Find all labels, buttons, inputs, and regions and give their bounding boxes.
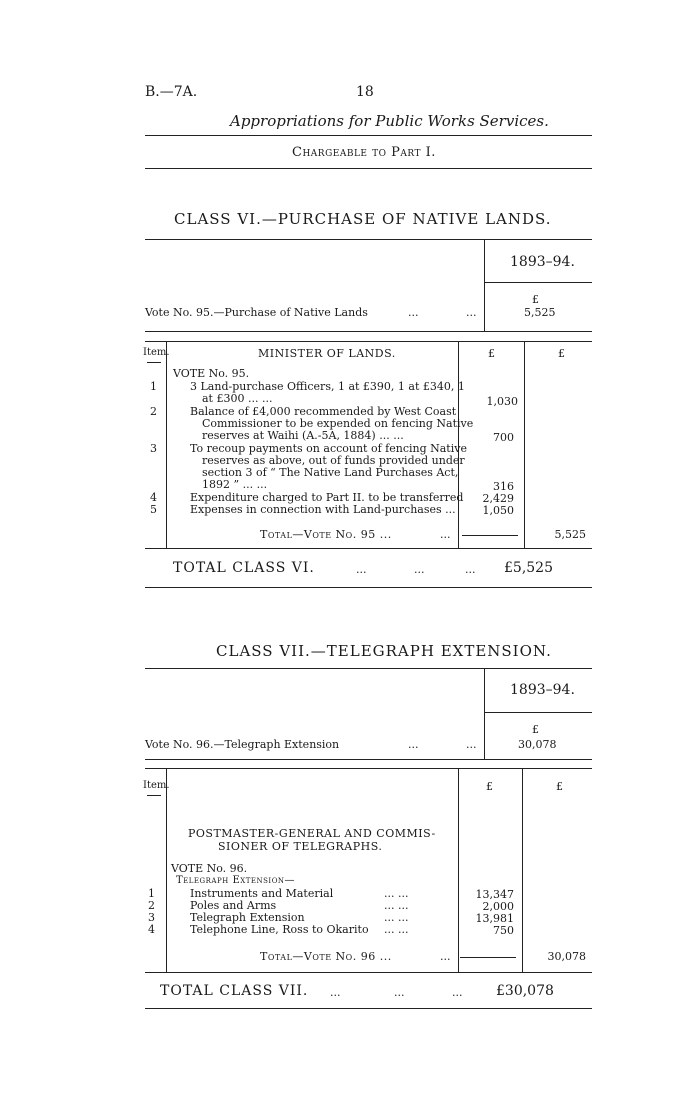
divider [147, 362, 161, 363]
document-reference: B.—7A. [145, 84, 198, 100]
item-number: 2 [150, 405, 157, 418]
vote-number: VOTE No. 96. [171, 862, 248, 875]
subhead: Telegraph Extension— [176, 875, 296, 886]
item-description: Expenditure charged to Part II. to be transferred [190, 491, 464, 504]
item-number: 3 [148, 911, 155, 924]
leader-dots: ... [408, 738, 419, 751]
item-amount: 700 [493, 431, 514, 444]
leader-dots: ... [414, 563, 425, 576]
divider [484, 712, 592, 713]
divider [145, 668, 592, 669]
column-rule [484, 668, 485, 759]
item-description: Telephone Line, Ross to Okarito [190, 923, 369, 936]
item-number: 4 [150, 491, 157, 504]
class-vii-year: 1893–94. [510, 682, 575, 698]
item-number: 1 [150, 380, 157, 393]
minister-heading-line2: SIONER OF TELEGRAPHS. [218, 840, 383, 853]
leader-dots: ... [408, 306, 419, 319]
item-amount: 2,000 [482, 900, 514, 913]
item-description: 1892 ” ... ... [202, 478, 268, 491]
item-number: 5 [150, 503, 157, 516]
leader-dots: ... [330, 986, 341, 999]
vote-96-label: Vote No. 96.—Telegraph Extension [145, 738, 340, 751]
item-description: section 3 of “ The Native Land Purchases Act, [202, 466, 459, 479]
item-description: Balance of £4,000 recommended by West Coast [190, 405, 457, 418]
item-amount: 13,981 [475, 912, 514, 925]
total-vote-95-label: Total—Vote No. 95 ... [260, 528, 392, 541]
divider [145, 1008, 592, 1009]
total-vote-96-amount: 30,078 [547, 950, 586, 963]
item-description: To recoup payments on account of fencing Native [190, 442, 467, 455]
vote-96-amount: 30,078 [518, 738, 557, 751]
total-class-vii-amount: £30,078 [496, 983, 554, 999]
class-vi-heading: CLASS VI.—PURCHASE OF NATIVE LANDS. [174, 210, 552, 228]
divider [147, 795, 161, 796]
column-rule [524, 341, 525, 548]
minister-heading-line1: POSTMASTER-GENERAL AND COMMIS- [188, 827, 436, 840]
column-header-item: Item. [143, 780, 170, 791]
leader-dots: ... [440, 950, 451, 963]
item-number: 3 [150, 442, 157, 455]
column-rule [522, 768, 523, 972]
column-header-pound: £ [486, 780, 493, 793]
column-header-pound: £ [556, 780, 563, 793]
item-description: Telegraph Extension [190, 911, 305, 924]
table-top-rule [145, 768, 592, 769]
divider [484, 282, 592, 283]
total-class-vi-amount: £5,525 [504, 560, 553, 576]
item-description: Instruments and Material [190, 887, 334, 900]
item-description: at £300 ... ... [202, 392, 273, 405]
vote-95-label: Vote No. 95.—Purchase of Native Lands [145, 306, 368, 319]
divider [145, 759, 592, 760]
item-number: 1 [148, 887, 155, 900]
minister-heading: MINISTER OF LANDS. [258, 347, 396, 360]
sum-rule [462, 535, 518, 536]
leader-dots: ... [356, 563, 367, 576]
leader-dots: ... ... [384, 899, 409, 912]
column-header-pound: £ [488, 347, 495, 360]
page-subtitle: Chargeable to Part I. [292, 145, 436, 160]
item-description: reserves at Waihi (A.-5A, 1884) ... ... [202, 429, 404, 442]
column-rule [166, 768, 167, 972]
column-rule [458, 768, 459, 972]
vote-95-amount: 5,525 [524, 306, 556, 319]
class-vii-heading: CLASS VII.—TELEGRAPH EXTENSION. [216, 642, 552, 660]
item-description: 3 Land-purchase Officers, 1 at £390, 1 at £340, 1 [190, 380, 465, 393]
page-number: 18 [356, 84, 374, 100]
table-bottom-rule [145, 548, 592, 549]
vote-96-currency: £ [532, 723, 539, 736]
class-vi-year: 1893–94. [510, 254, 575, 270]
leader-dots: ... [466, 738, 477, 751]
leader-dots: ... ... [384, 911, 409, 924]
divider [145, 135, 592, 136]
leader-dots: ... ... [384, 887, 409, 900]
item-description: Commissioner to be expended on fencing Native [202, 417, 474, 430]
vote-number: VOTE No. 95. [173, 367, 250, 380]
column-rule [166, 341, 167, 548]
column-rule [484, 239, 485, 331]
page-title: Appropriations for Public Works Services. [230, 112, 549, 130]
column-header-item: Item. [143, 347, 170, 358]
total-class-vii-label: TOTAL CLASS VII. [160, 983, 309, 999]
table-bottom-rule [145, 972, 592, 973]
leader-dots: ... [465, 563, 476, 576]
item-description: Expenses in connection with Land-purchases ... [190, 503, 456, 516]
leader-dots: ... ... [384, 923, 409, 936]
vote-95-currency: £ [532, 293, 539, 306]
item-description: reserves as above, out of funds provided under [202, 454, 465, 467]
divider [145, 168, 592, 169]
item-amount: 316 [493, 480, 514, 493]
item-amount: 2,429 [482, 492, 514, 505]
item-amount: 750 [493, 924, 514, 937]
divider [145, 239, 592, 240]
divider [145, 331, 592, 332]
total-class-vi-label: TOTAL CLASS VI. [173, 560, 315, 576]
total-vote-96-label: Total—Vote No. 96 ... [260, 950, 392, 963]
item-number: 2 [148, 899, 155, 912]
item-description: Poles and Arms [190, 899, 277, 912]
item-amount: 1,050 [482, 504, 514, 517]
sum-rule [460, 957, 516, 958]
divider [145, 587, 592, 588]
total-vote-95-amount: 5,525 [554, 528, 586, 541]
item-amount: 1,030 [486, 395, 518, 408]
leader-dots: ... [394, 986, 405, 999]
item-number: 4 [148, 923, 155, 936]
leader-dots: ... [440, 528, 451, 541]
item-amount: 13,347 [475, 888, 514, 901]
leader-dots: ... [466, 306, 477, 319]
column-header-pound: £ [558, 347, 565, 360]
leader-dots: ... [452, 986, 463, 999]
